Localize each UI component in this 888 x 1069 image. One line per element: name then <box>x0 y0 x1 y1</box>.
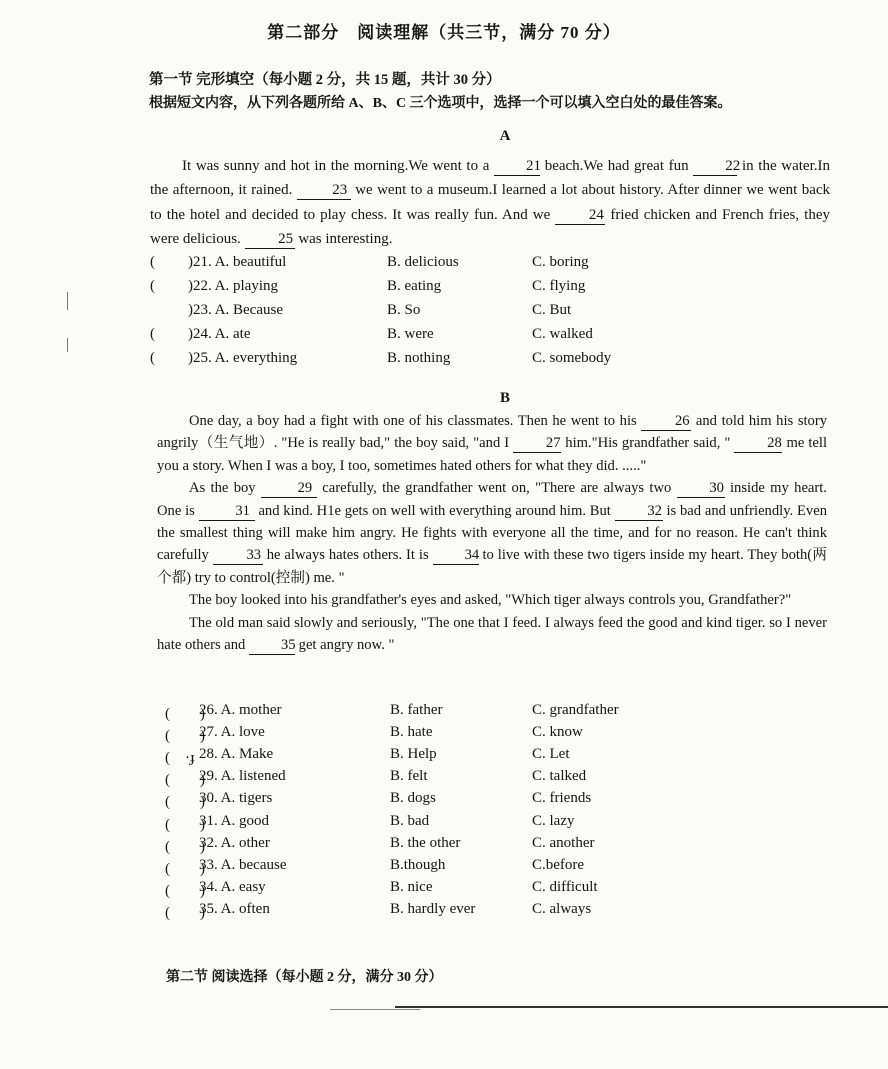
option-b: B. hate <box>390 724 433 740</box>
question-row-31 <box>165 813 665 835</box>
passage-a-text-2: beach.We had great fun <box>544 158 689 174</box>
passage-b-text: As the boy <box>189 480 256 497</box>
option-b: B. bad <box>390 813 430 829</box>
option-a: )24. A. ate <box>188 326 251 342</box>
passage-a-text-4: we went to a museum.I learned a lot about history. After dinner we went back to the hotel and decided to play chess. It was really fun. And we <box>150 182 831 223</box>
section2-heading: 第二节 阅读选择（每小题 2 分，满分 30 分） <box>166 970 443 985</box>
blank-22: 22 <box>693 157 737 176</box>
option-a: 28. A. Make <box>199 746 274 762</box>
passage-b-text: and kind. H1e gets on well with everything around him. But <box>258 502 611 519</box>
question-row-25 <box>150 350 750 372</box>
option-a: 32. A. other <box>199 835 270 851</box>
passage-a-text-5: fried chicken and French fries, they were delicious. <box>150 206 830 247</box>
section1-heading: 第一节 完形填空（每小题 2 分，共 15 题，共计 30 分） <box>149 72 501 88</box>
option-a: 35. A. often <box>199 901 270 917</box>
option-b: B. father <box>390 702 443 718</box>
question-row-23 <box>150 302 750 324</box>
blank-25: 25 <box>245 230 295 249</box>
answer-paren: ( ) <box>165 706 205 722</box>
passage-b-text: carefully, the grandfather went on, "There are always two <box>322 480 672 497</box>
option-c: C. flying <box>532 278 586 294</box>
section1-instruction: 根据短文内容，从下列各题所给 A、B、C 三个选项中，选择一个可以填入空白处的最佳答案。 <box>149 96 732 111</box>
blank-28: 28 <box>734 434 782 453</box>
option-a: 27. A. love <box>199 724 265 740</box>
blank-33: 33 <box>213 546 263 565</box>
question-row-32 <box>165 835 665 857</box>
blank-29: 29 <box>261 479 317 498</box>
option-b: B. the other <box>390 835 461 851</box>
passage-a-text-1: It was sunny and hot in the morning.We went to a <box>182 158 490 174</box>
option-a: 34. A. easy <box>199 879 266 895</box>
page-title: 第二部分 阅读理解（共三节，满分 70 分） <box>267 23 621 42</box>
answer-paren: ( ) <box>165 905 205 921</box>
divider-line <box>330 1009 420 1010</box>
blank-35: 35 <box>249 636 295 655</box>
option-b: B. Help <box>390 746 437 762</box>
passage-b-text: me tell you a story. When I was a boy, I too, sometimes hated others for what they did. ....." <box>157 435 828 474</box>
divider-line <box>395 1006 888 1008</box>
option-b: B. So <box>387 302 421 318</box>
option-a: 29. A. listened <box>199 768 286 784</box>
blank-24: 24 <box>555 206 605 225</box>
option-b: B. were <box>387 326 434 342</box>
option-c: C. friends <box>532 790 592 806</box>
question-row-22 <box>150 278 750 300</box>
option-a: )25. A. everything <box>188 350 298 366</box>
question-row-30 <box>165 790 665 812</box>
option-b: B. nice <box>390 879 433 895</box>
blank-34: 34 <box>433 546 479 565</box>
passage-b-text: get angry now. " <box>298 637 395 654</box>
question-row-33 <box>165 857 665 879</box>
option-b: B. hardly ever <box>390 901 476 917</box>
option-c: C. always <box>532 901 592 917</box>
passage-b-text: The old man said slowly and seriously, "The one that I feed. I always feed the good and kind tiger. so I never hate others and <box>157 614 827 654</box>
blank-23: 23 <box>297 181 351 200</box>
passage-a-text-6: was interesting. <box>298 230 393 247</box>
option-a: 31. A. good <box>199 813 270 829</box>
passage-b-label: B <box>499 390 510 406</box>
passage-a-label: A <box>499 128 511 144</box>
question-row-29 <box>165 768 665 790</box>
answer-paren: ( <box>150 254 155 270</box>
answer-paren: ( ) <box>165 861 205 877</box>
option-c: C. But <box>532 302 572 318</box>
option-b: B. delicious <box>387 254 459 270</box>
option-b: B. dogs <box>390 790 436 806</box>
answer-paren: ( ) <box>165 839 205 855</box>
option-b: B. nothing <box>387 350 451 366</box>
option-a: )21. A. beautiful <box>188 254 287 270</box>
passage-b-text: and told him his story angrily（生气地）. "He is really bad," the boy said, "and I <box>157 413 828 452</box>
margin-mark <box>67 338 68 352</box>
option-a: 33. A. because <box>199 857 287 873</box>
passage-b-text: to live with these two tigers inside my heart. They both(两个都) try to control(控制) me. " <box>157 547 827 586</box>
answer-paren: ( ) <box>165 772 205 788</box>
option-c: C. know <box>532 724 583 740</box>
answer-paren: ( ) <box>165 883 205 899</box>
margin-mark <box>67 292 68 310</box>
question-row-24 <box>150 326 750 348</box>
option-c: C.before <box>532 857 585 873</box>
passage-b-text <box>157 410 827 656</box>
passage-b-text: him."His grandfather said, " <box>565 435 731 452</box>
passage-b-text: he always hates others. It is <box>266 547 429 564</box>
answer-paren: ( ) <box>165 817 205 833</box>
answer-paren: ( ) <box>165 794 205 810</box>
answer-paren: ( <box>150 326 155 342</box>
blank-32: 32 <box>615 502 663 521</box>
passage-b-text: One day, a boy had a fight with one of his classmates. Then he went to his <box>189 413 637 429</box>
question-row-35 <box>165 901 665 923</box>
option-c: C. lazy <box>532 813 575 829</box>
option-a: )22. A. playing <box>188 278 278 294</box>
option-c: C. grandfather <box>532 702 619 718</box>
blank-31: 31 <box>199 502 255 521</box>
question-row-21 <box>150 254 750 276</box>
option-b: B. eating <box>387 278 442 294</box>
option-c: C. another <box>532 835 595 851</box>
option-c: C. somebody <box>532 350 612 366</box>
option-c: C. difficult <box>532 879 598 895</box>
blank-30: 30 <box>677 479 725 498</box>
passage-b-text: The boy looked into his grandfather's eyes and asked, "Which tiger always controls you, Grandfather?" <box>189 592 792 609</box>
option-c: C. talked <box>532 768 587 784</box>
question-row-34 <box>165 879 665 901</box>
option-a: )23. A. Because <box>188 302 283 318</box>
option-c: C. Let <box>532 746 570 762</box>
passage-a-text <box>150 154 830 251</box>
answer-paren: ( <box>150 278 155 294</box>
question-row-27 <box>165 724 665 746</box>
question-row-28 <box>165 746 665 768</box>
option-b: B.though <box>390 857 446 873</box>
answer-paren: ( ·ɟ <box>165 750 195 766</box>
blank-27: 27 <box>513 434 561 453</box>
option-a: 30. A. tigers <box>199 790 273 806</box>
blank-26: 26 <box>641 412 691 431</box>
option-b: B. felt <box>390 768 428 784</box>
passage-b-text: inside my heart. One is <box>157 480 827 519</box>
option-c: C. boring <box>532 254 589 270</box>
passage-b-text: is bad and unfriendly. Even the smallest thing will make him angry. He fights with everyone all the time, and for no reason. He can't think carefully <box>157 502 827 564</box>
question-row-26 <box>165 702 665 724</box>
answer-paren: ( ) <box>165 728 205 744</box>
passage-a-text-3: in the water.In the afternoon, it rained. <box>150 158 830 199</box>
answer-paren: ( <box>150 350 155 366</box>
blank-21: 21 <box>494 157 540 176</box>
option-c: C. walked <box>532 326 593 342</box>
option-a: 26. A. mother <box>199 702 282 718</box>
